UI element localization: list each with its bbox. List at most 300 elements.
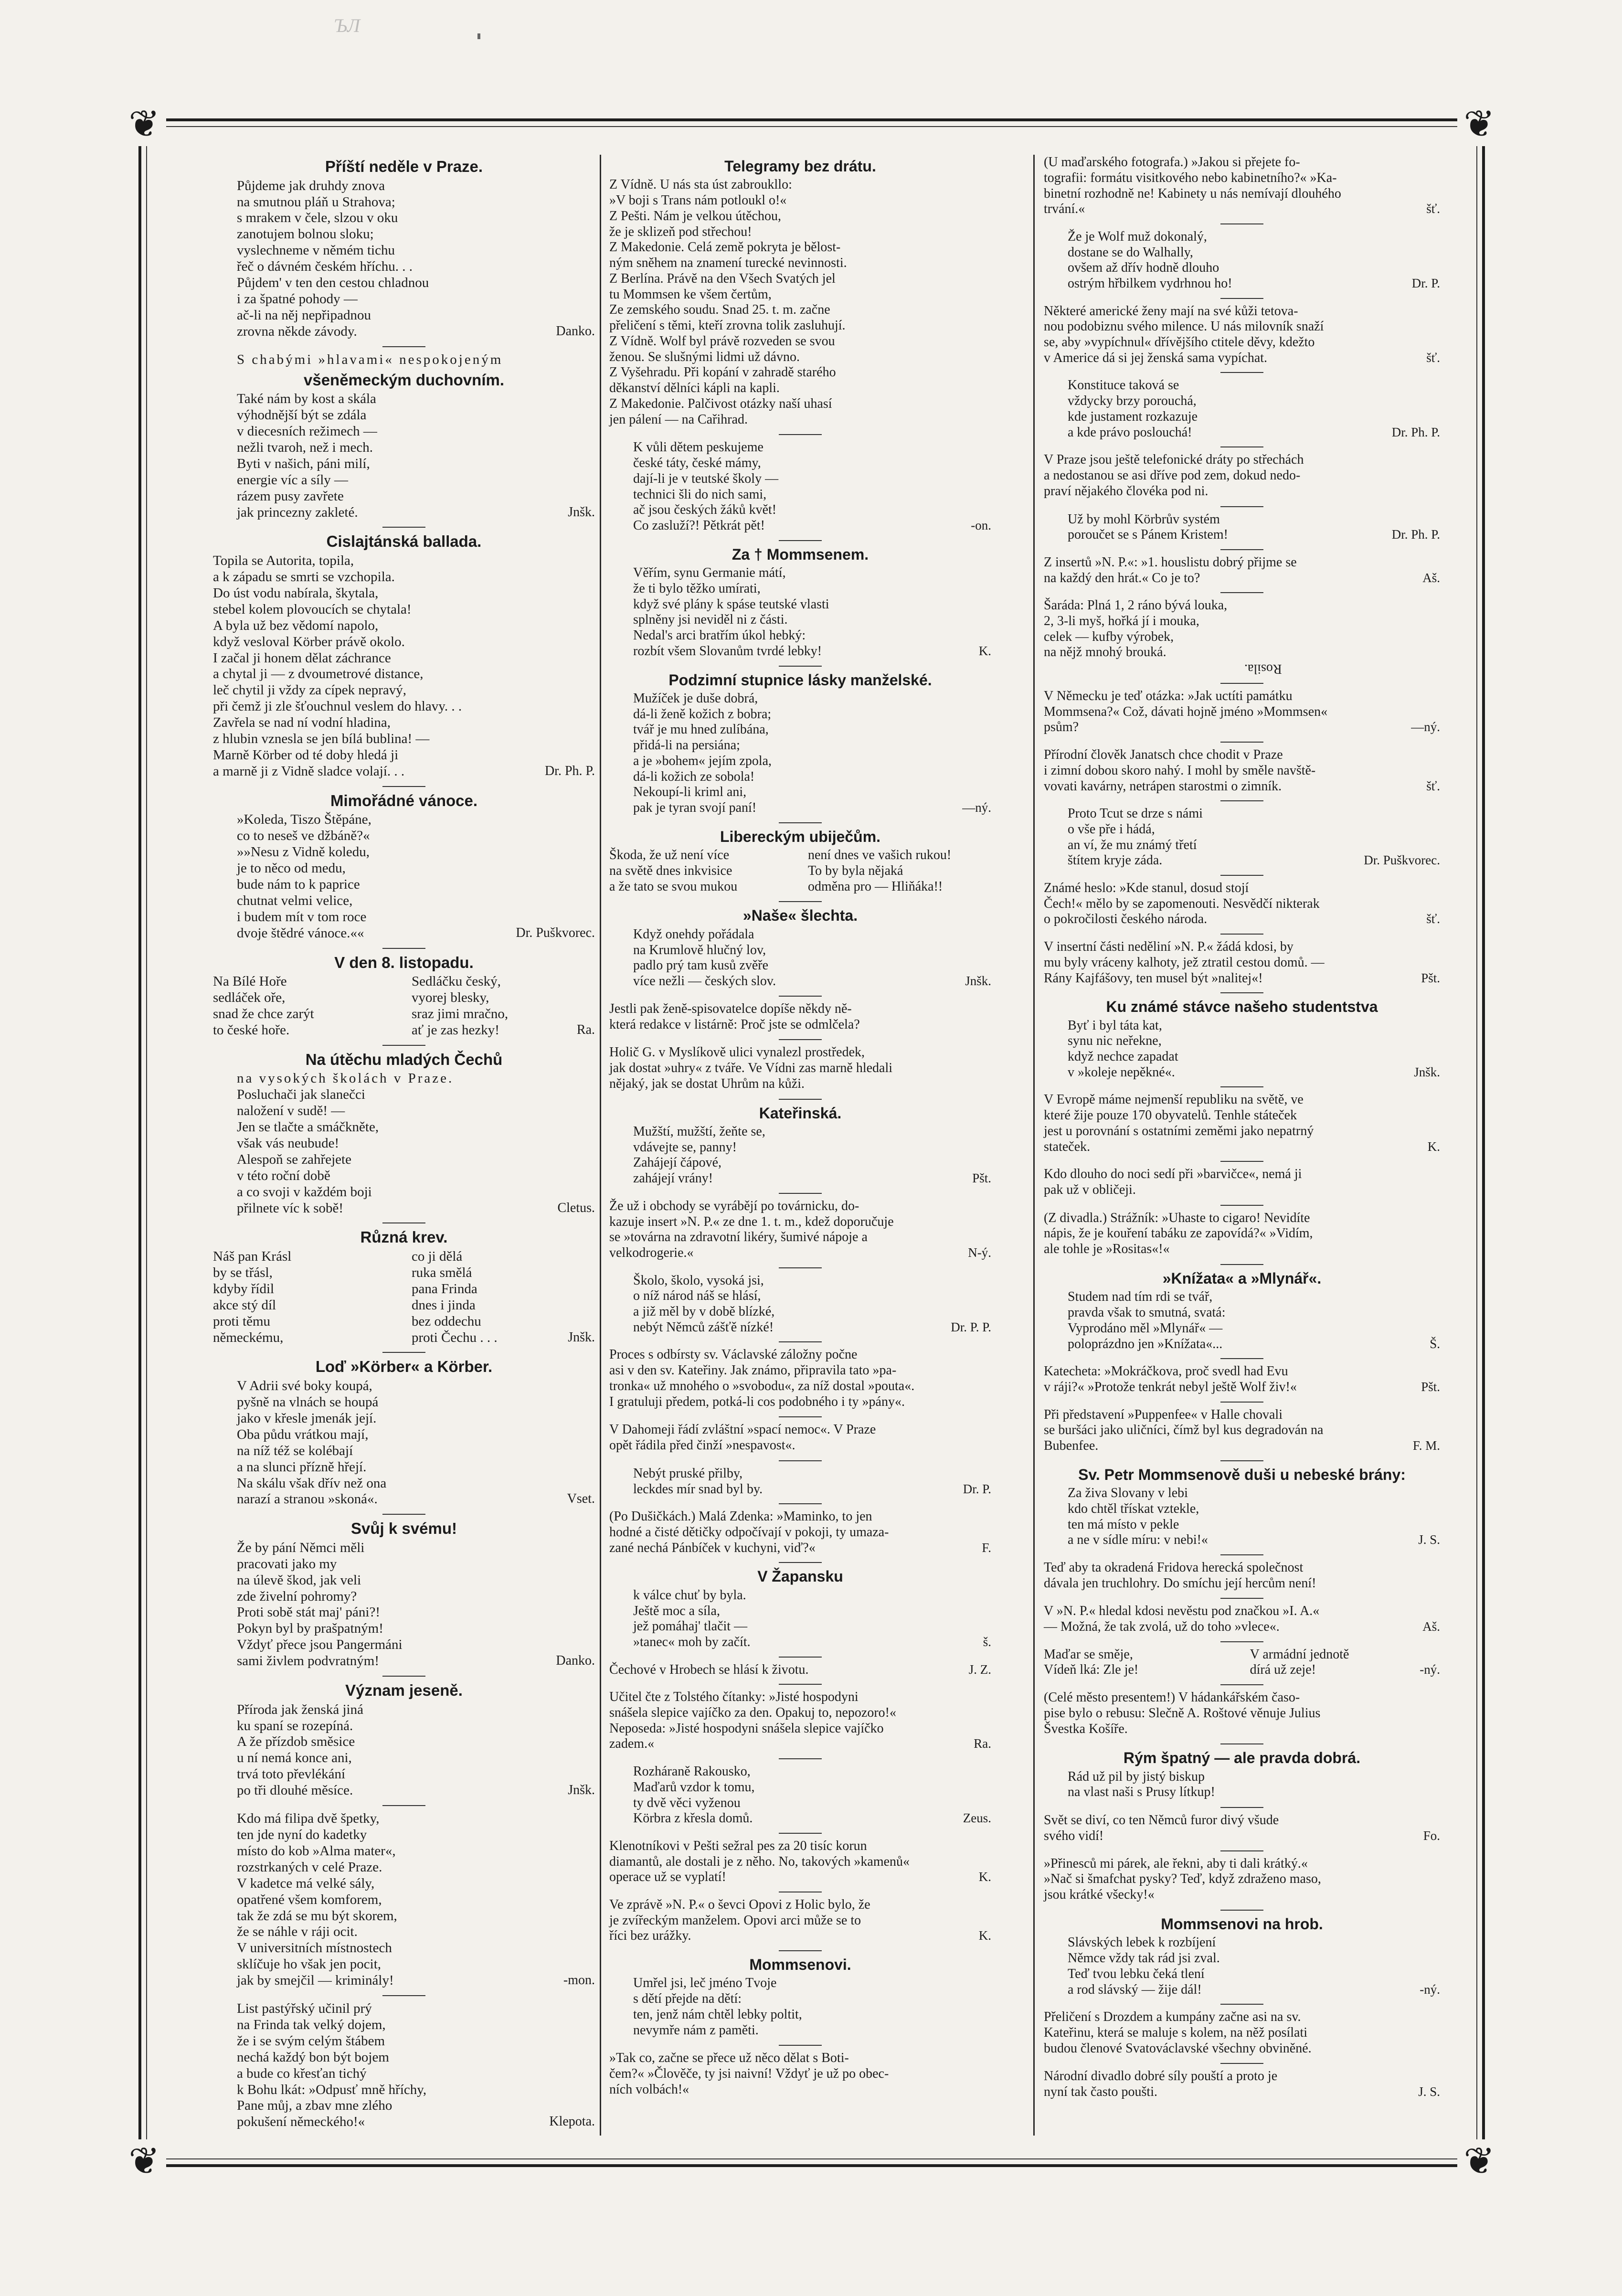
article-line: snášela slepice vajíčko za den. Opakuj to, nepozoro!« (609, 1705, 897, 1720)
article (213, 1228, 595, 1345)
article-line: Čech!« mělo by se zapomenouti. Nesvědčí nikterak (1044, 896, 1320, 911)
separator-rule (1220, 298, 1263, 299)
article-line: svého vidí! (1044, 1828, 1104, 1843)
article-line: Ve zprávě »N. P.« o ševci Opovi z Holic bylo, že (609, 1897, 870, 1912)
article (609, 1045, 991, 1092)
article-line: 2, 3-li myš, hořká jí i mouka, (1044, 613, 1199, 628)
article-signature: K. (978, 643, 991, 658)
article-signature: Zeus. (963, 1811, 991, 1826)
article-line: co ji dělá (412, 1249, 463, 1265)
article-signature: Ra. (974, 1736, 991, 1751)
article-line: dá-li kožich ze sobola! (633, 769, 755, 784)
article-line: čem?« »Člověče, ty jsi naivní! Vždyť je už po obec- (609, 2066, 889, 2082)
article-line: proti Čechu . . . (412, 1329, 498, 1345)
article-line: nežli tvaroh, než i mech. (237, 439, 373, 455)
article-line: Posluchači jak slanečci (237, 1087, 365, 1103)
article-line: jak dostat »uhry« z tváře. Ve Vídni zas marně hledali (609, 1061, 893, 1075)
article-line: Rozháraně Rakousko, (633, 1764, 751, 1779)
article-line: na smutnou pláň u Strahova; (237, 194, 395, 210)
article-signature: Ra. (576, 1022, 595, 1037)
article-line: Náš pan Krásl (213, 1249, 292, 1265)
article-line: Pokyn byl by prašpatným! (237, 1621, 383, 1637)
article-line: Učitel čte z Tolstého čítanky: »Jisté hospodyni (609, 1690, 859, 1705)
article-title: všeněmeckým duchovním. (303, 371, 504, 389)
article-title: »Naše« šlechta. (742, 907, 858, 925)
article-line: sami živlem podvratným! (237, 1653, 379, 1669)
article-signature: —ný. (962, 800, 991, 815)
article-line: Půjdeme jak druhdy znova (237, 178, 385, 193)
article-line: Známé heslo: »Kde stanul, dosud stojí (1044, 880, 1249, 895)
verse-left (609, 848, 793, 894)
article-line: Bubenfee. (1044, 1438, 1099, 1454)
article-title: Za † Mommsenem. (731, 545, 869, 563)
article-line: jak princezny zakleté. (237, 504, 358, 520)
article (609, 671, 991, 816)
article (1044, 939, 1440, 986)
article-line: přeličení s těmi, kteří zrovna tolik zasluhují. (609, 318, 846, 333)
article-title: Loď »Körber« a Körber. (315, 1358, 493, 1376)
article-line: V kadetce má velké sály, (237, 1875, 375, 1891)
article-line: I začal ji honem dělat záchrance (213, 650, 391, 666)
article-line: to české hoře. (213, 1022, 290, 1038)
article-line: trvá toto převlékání (237, 1766, 346, 1782)
article-title: Mommsenovi na hrob. (1161, 1915, 1323, 1933)
article-line: Oba půdu vrátkou mají, (237, 1426, 369, 1442)
article-line: pak je tyran svojí paní! (633, 800, 757, 816)
article-line: velkodrogerie.« (609, 1245, 694, 1261)
article-line: že ti bylo těžko umírati, (633, 581, 761, 596)
article-line: zadem.« (609, 1736, 655, 1752)
article-line: s dětí přejde na dětí: (633, 1991, 742, 2007)
article-line: Proces s odbírsty sv. Václavské záložny počne (609, 1347, 858, 1362)
article (1044, 1813, 1440, 1843)
article (609, 1956, 991, 2038)
article (609, 1347, 991, 1410)
article-title: Sv. Petr Mommsenově duši u nebeské brány: (1078, 1466, 1406, 1483)
article-line: v Americe dá si jej ženská sama vypíchat. (1044, 350, 1268, 365)
article-line: proti těmu (213, 1313, 271, 1329)
article-line: V Dahomeji řádí zvláštní »spací nemoc«. V Praze (609, 1422, 876, 1437)
article-signature: -mon. (563, 1973, 595, 1988)
article-line: zahájejí vrány! (633, 1171, 713, 1186)
article-signature: Dr. Puškvorec. (516, 925, 595, 940)
article-line: co to neseš ve džbáně?« (237, 828, 370, 844)
separator-rule (1220, 446, 1263, 447)
separator-rule (779, 1039, 822, 1040)
article (213, 1811, 595, 1988)
article-line: kdyby řídil (213, 1281, 275, 1297)
article-line: v ráji?« »Protože tenkrát nebyl ještě Wolf živ!« (1044, 1379, 1297, 1394)
article (1044, 998, 1440, 1080)
article-line: Maďar se směje, (1044, 1647, 1133, 1662)
article (609, 1509, 991, 1555)
separator-rule (1220, 1358, 1263, 1359)
article-line: že i se svým celým štábem (237, 2033, 385, 2049)
article-line: Čechové v Hrobech se hlásí k životu. (609, 1662, 809, 1677)
article (213, 532, 595, 779)
article-line: Umřel jsi, leč jméno Tvoje (633, 1976, 777, 1991)
separator-rule (1220, 742, 1263, 743)
separator-rule (1220, 1743, 1263, 1744)
article-line: Kdo má filipa dvě špetky, (237, 1810, 380, 1826)
article-signature: Jnšk. (568, 1329, 595, 1345)
article-line: dírá už zeje! (1250, 1662, 1316, 1678)
separator-rule (382, 527, 425, 528)
article-line: V »N. P.« hledal kdosi nevěstu pod značkou »I. A.« (1044, 1604, 1320, 1619)
article-line: vovati kavárny, netrápen starostmi o zimník. (1044, 778, 1282, 794)
article-signature: J. Z. (968, 1662, 991, 1677)
article-line: Proti sobě stát maj' páni?! (237, 1605, 380, 1620)
article-line: Byť i byl táta kat, (1068, 1018, 1162, 1033)
article-line: Věřím, synu Germanie mátí, (633, 565, 786, 581)
separator-rule (1220, 1460, 1263, 1461)
article-line: v diecesních režimech — (237, 424, 377, 439)
article-line: tografii: formátu visitkového nebo kabinetního?« »Ka- (1044, 170, 1337, 185)
verse-left (213, 974, 396, 1039)
article-line: Že je Wolf muž dokonalý, (1068, 229, 1207, 244)
article-line: Ještě moc a síla, (633, 1603, 720, 1618)
article-line: Z Vídně. Wolf byl právě rozveden se svou (609, 333, 835, 349)
article-line: a kde právo poslouchá! (1068, 425, 1192, 440)
article-signature: Dr. Ph. P. (1391, 425, 1440, 439)
article-line: Z Makedonie. Celá země pokryta je bělost- (609, 240, 841, 255)
article-line: padlo prý tam kusů zvěře (633, 958, 769, 973)
article-line: Zavřela se nad ní vodní hladina, (213, 715, 391, 731)
article-line: kazuje insert »N. P.« ze dne 1. t. m., kdež doporučuje (609, 1214, 894, 1229)
article-line: německému, (213, 1329, 284, 1345)
article-line: v »koleje nepěkné«. (1068, 1064, 1175, 1080)
verse-right (1250, 1647, 1440, 1679)
article-line: Sedláčku český, (412, 974, 501, 989)
article-signature: šť. (1426, 912, 1440, 926)
article-line: z hlubin vznesla se jen bílá bublina! — (213, 731, 430, 747)
article-line: rozstrkaných v celé Praze. (237, 1859, 382, 1875)
article-line: ku spaní se rozepíná. (237, 1718, 353, 1733)
article-line: stateček. (1044, 1139, 1091, 1154)
article (1044, 155, 1440, 217)
article-line: při čemž ji zle šťouchnul veslem do hlavy. . . (213, 699, 462, 714)
article-line: leč chytil ji vždy za cípek nepravý, (213, 682, 407, 698)
article-signature: šť. (1426, 778, 1440, 793)
article-line: přilnete víc k sobě! (237, 1200, 344, 1216)
separator-rule (1220, 1641, 1263, 1642)
column-divider (1033, 155, 1035, 2136)
article-line: Teď tvou lebku čeká tlení (1068, 1966, 1205, 1981)
article-line: Kateřinu, která se maluje s kolem, na něž posílati (1044, 2025, 1308, 2040)
article-line: a bude co křesťan tichý (237, 2065, 367, 2081)
article-line: a na slunci přízně hřejí. (237, 1459, 367, 1475)
sharada-answer: Rosila. (1244, 661, 1282, 676)
article-line: sraz jimi mračno, (412, 1006, 509, 1021)
article-line: rozbít všem Slovanům tvrdé lebky! (633, 643, 822, 659)
article-signature: N-ý. (968, 1245, 991, 1260)
article-line: sedláček oře, (213, 990, 286, 1006)
separator-rule (779, 1758, 822, 1759)
article-title: Význam jeseně. (345, 1681, 463, 1699)
article-line: leckdes mír snad byl by. (633, 1481, 763, 1497)
article (213, 2001, 595, 2130)
article-line: budou členové Svatováclavské všechny obviněné. (1044, 2041, 1312, 2056)
article-line: vždycky brzy porouchá, (1068, 393, 1197, 409)
article (213, 1358, 595, 1507)
article-line: vyslechneme v němém tichu (237, 243, 395, 258)
article-line: celek — kufby výrobek, (1044, 629, 1174, 644)
article-line: Teď aby ta okradená Fridova herecká společnost (1044, 1560, 1304, 1575)
article-line: Na Bílé Hoře (213, 974, 287, 989)
article-signature: Dr. Ph. P. (1391, 527, 1440, 542)
article (1044, 1407, 1440, 1454)
article (1044, 689, 1440, 735)
article-title: Mimořádné vánoce. (330, 791, 478, 809)
article-signature: F. M. (1412, 1438, 1440, 1453)
article (609, 1466, 991, 1497)
article-signature: Aš. (1422, 570, 1440, 585)
article-line: narazí a stranou »skoná«. (237, 1491, 378, 1507)
corner-ornament-icon: ❦ (1457, 102, 1501, 146)
separator-rule (779, 1684, 822, 1685)
separator-rule (1220, 223, 1263, 224)
article-signature: Š. (1430, 1336, 1440, 1351)
article (1044, 555, 1440, 585)
article-line: »Tak co, začne se přece už něco dělat s Boti- (609, 2051, 849, 2066)
article-line: Na skálu však dřív než ona (237, 1475, 387, 1491)
article-signature: Cletus. (557, 1200, 595, 1215)
article-line: energie víc a síly — (237, 472, 349, 488)
article-line: »V boji s Trans nám potloukl o!« (609, 193, 787, 208)
article-line: k válce chuť by byla. (633, 1587, 746, 1603)
article-signature: K. (978, 1928, 991, 1943)
separator-rule (779, 1950, 822, 1951)
article-line: Jen se tlačte a smáčkněte, (237, 1119, 379, 1135)
separator-rule (779, 1341, 822, 1342)
article-line: je to něco od medu, (237, 861, 346, 876)
article-line: na světě dnes inkvisice (609, 863, 732, 878)
separator-rule (1220, 800, 1263, 801)
separator-rule (1220, 1850, 1263, 1851)
article-line: Byti v našich, páni milí, (237, 456, 370, 471)
article-line: že se náhle v ráji ocit. (237, 1924, 358, 1940)
article-line: více nežli — českých slov. (633, 974, 776, 989)
article-signature: Jnšk. (965, 974, 991, 989)
article-line: Také nám by kost a skála (237, 391, 376, 407)
article-line: nechá každý bon být bojem (237, 2049, 389, 2065)
article-signature: J. S. (1418, 2084, 1440, 2099)
article-line: a je »bohem« jejím zpola, (633, 753, 772, 768)
article-line: trvání.« (1044, 202, 1085, 217)
separator-rule (1220, 1598, 1263, 1599)
article (609, 907, 991, 989)
article-line: Svět se diví, co ten Němců furor divý všude (1044, 1813, 1279, 1828)
article (1044, 1749, 1440, 1800)
article-signature: Jnšk. (568, 1783, 595, 1798)
article-line: V Adrii své boky koupá, (237, 1378, 372, 1393)
page-frame (128, 103, 1495, 2182)
separator-rule (382, 948, 425, 949)
article-line: I gratuluji předem, potká-li cos podobného i ty »pány«. (609, 1394, 905, 1409)
article-line: akce stý díl (213, 1297, 276, 1313)
separator-rule (1220, 1807, 1263, 1808)
article-line: pise bylo o rebusu: Slečně A. Roštové věnuje Julius (1044, 1705, 1321, 1721)
separator-rule (1220, 1402, 1263, 1403)
corner-ornament-icon: ❦ (122, 2139, 166, 2183)
ink-mark (477, 33, 480, 39)
article-line: Mužští, mužští, žeňte se, (633, 1124, 765, 1139)
article-line: a k západu se smrti se vzchopila. (213, 569, 395, 585)
article-title: Svůj k svému! (351, 1520, 457, 1538)
article (609, 1199, 991, 1261)
article-line: (Po Dušičkách.) Malá Zdenka: »Maminko, to jen (609, 1509, 872, 1524)
article-line: »»Nesu z Vidně koledu, (237, 844, 370, 860)
article-signature: F. (982, 1540, 991, 1555)
article-line: List pastýřský učinil prý (237, 2000, 372, 2016)
article (213, 1681, 595, 1798)
article-line: Přeličení s Drozdem a kumpány začne asi na sv. (1044, 2009, 1301, 2025)
article-line: děkanství dělníci kápli na kapli. (609, 381, 780, 396)
article-line: by se třásl, (213, 1265, 273, 1280)
corner-ornament-icon: ❦ (1457, 2139, 1501, 2183)
article (1044, 747, 1440, 794)
article-line: jež pomáhaj' tlačit — (633, 1619, 748, 1634)
article-line: A byla už bez vědomí napolo, (213, 617, 379, 633)
article-line: říci bez urážky. (609, 1928, 691, 1944)
article-line: K vůli dětem peskujeme (633, 440, 763, 455)
article-line: Že už i obchody se vyrábějí po továrnicku, do- (609, 1198, 859, 1213)
article-line: Školo, školo, vysoká jsi, (633, 1273, 764, 1288)
separator-rule (779, 1562, 822, 1563)
article-signature: Pšt. (1421, 1379, 1440, 1394)
article-line: zané nechá Pánbíček v kuchyni, viď?« (609, 1540, 816, 1555)
separator-rule (779, 666, 822, 667)
article-line: nyní tak často poušti. (1044, 2084, 1157, 2100)
article-line: Katecheta: »Mokráčkova, proč svedl had Evu (1044, 1364, 1288, 1379)
article-line: však vás neubude! (237, 1135, 339, 1151)
article-line: To by byla nějaká (808, 863, 903, 878)
article-line: Mommsena?« Což, dávati hojně jméno »Mommsen« (1044, 704, 1328, 719)
article-line: hodné a čisté dětičky odpočívají v pokoji, ty umaza- (609, 1525, 889, 1540)
article-line: Proto Tcut se drze s námi (1068, 806, 1203, 821)
article-line: Topila se Autorita, topila, (213, 553, 354, 568)
article-line: řeč o dávném českém hříchu. . . (237, 259, 413, 275)
article-line: Přírodní člověk Janatsch chce chodit v Praze (1044, 747, 1283, 763)
article-line: sklíčuje ho však jen pocit, (237, 1956, 382, 1972)
separator-rule (1220, 1205, 1263, 1206)
article (609, 1273, 991, 1335)
article-line: ač-li na něj nepřipadnou (237, 307, 371, 323)
article-line: vyorej blesky, (412, 990, 489, 1006)
article-line: »Koleda, Tiszo Štěpáne, (237, 812, 371, 828)
article-title: Rým špatný — ale pravda dobrá. (1123, 1749, 1361, 1767)
article (213, 954, 595, 1038)
article-line: odměna pro — Hliňáka!! (808, 879, 943, 894)
article-line: Studem nad tím rdi se tvář, (1068, 1289, 1213, 1305)
article (1044, 1092, 1440, 1154)
article-line: Slávských lebek k rozbíjení (1068, 1935, 1216, 1950)
handwritten-mark: ЪЛ (334, 15, 360, 36)
article (609, 1897, 991, 1944)
article-line: ten má místo v pekle (1068, 1517, 1179, 1532)
article-signature: K. (978, 1870, 991, 1884)
verse-left (213, 1249, 396, 1346)
article-line: o níž národ náš se hlásí, (633, 1288, 761, 1304)
article-line: Alespoň se zahřejete (237, 1151, 351, 1167)
article-line: dvoje štědré vánoce.«« (237, 925, 364, 941)
article-signature: K. (1427, 1139, 1440, 1154)
article-line: Vídeň lká: Zle je! (1044, 1662, 1139, 1678)
separator-rule (1220, 592, 1263, 593)
article (1044, 378, 1440, 440)
article-line: naložení v sudě! — (237, 1103, 345, 1119)
article-signature: Fo. (1423, 1828, 1440, 1843)
article-line: zanotujem bolnou sloku; (237, 226, 374, 242)
separator-rule (1220, 1264, 1263, 1265)
article-line: a chytal ji — z dvoumetrové distance, (213, 666, 424, 682)
separator-rule (382, 1352, 425, 1353)
article-line: se buršáci jako uličníci, čímž byl kus degradován na (1044, 1423, 1324, 1438)
article-line: jen pálení — na Cařihrad. (609, 412, 748, 427)
article-line: Když onehdy pořádala (633, 926, 754, 942)
article-line: dají-li je v teutské školy — (633, 471, 779, 486)
separator-rule (779, 996, 822, 997)
separator-rule (1220, 2063, 1263, 2064)
article-line: opět řádila před činží »nespavost«. (609, 1438, 795, 1453)
separator-rule (779, 901, 822, 902)
separator-rule (382, 1995, 425, 1996)
article (609, 1764, 991, 1826)
article-signature: šť. (1426, 202, 1440, 216)
article-line: Z insertů »N. P.«: »1. houslistu dobrý přijme se (1044, 554, 1297, 570)
article-line: zde živelní pohromy? (237, 1588, 357, 1604)
article-line: diamantů, ale dostali je z něho. No, takových »kamenů« (609, 1854, 910, 1869)
article-title: Mommsenovi. (749, 1956, 851, 1973)
verse-right (412, 974, 595, 1039)
article-line: (U maďarského fotografa.) »Jakou si přejete fo- (1044, 155, 1300, 170)
article (1044, 1604, 1440, 1634)
article-line: vdávejte se, panny! (633, 1139, 737, 1155)
article-title: V Žapansku (757, 1568, 843, 1585)
article-line: jest u porovnání s ostatními zeměmi jako nepatrný (1044, 1123, 1314, 1138)
article-signature: šť. (1426, 350, 1440, 365)
separator-rule (1220, 1086, 1263, 1087)
article-line: Nedal's arci bratřím úkol hebký: (633, 628, 806, 643)
article-line: na Krumlově hlučný lov, (633, 942, 766, 957)
corner-ornament-icon: ❦ (122, 102, 166, 146)
article-title: Podzimní stupnice lásky manželské. (668, 671, 932, 689)
article-line: se »továrna na zdravotní likéry, šumivé nápoje a (609, 1230, 868, 1245)
article-line: ních volbách!« (609, 2082, 689, 2097)
article-line: Že by pání Němci měli (237, 1540, 365, 1555)
article-line: an ví, že mu známý třetí (1068, 837, 1197, 852)
article (609, 1690, 991, 1752)
article-line: V armádní jednotě (1250, 1647, 1349, 1662)
article-line: ným sněhem na znamení turecké nevinnosti. (609, 255, 847, 271)
article-line: Nebýt pruské přilby, (633, 1466, 743, 1481)
article-line: ať je zas hezky! (412, 1022, 499, 1038)
article-line: (Z divadla.) Strážník: »Uhaste to cigaro! Nevidíte (1044, 1210, 1310, 1225)
separator-rule (1220, 934, 1263, 935)
article-line: když vesloval Körber právě okolo. (213, 634, 405, 649)
article-title: Příští neděle v Praze. (325, 158, 483, 175)
article-line: a marně ji z Vidně sladce volají. . . (213, 763, 405, 779)
article-line: tu Mommsen ke všem čertům, (609, 287, 772, 302)
article (609, 1839, 991, 1885)
article-line: nebýt Němců zášťě nízké! (633, 1319, 774, 1335)
separator-rule (779, 1267, 822, 1268)
article-line: V universitních místnostech (237, 1940, 392, 1956)
article-line: na úlevě škod, jak veli (237, 1572, 361, 1588)
article-line: Marně Körber od té doby hledá ji (213, 747, 399, 763)
article-line: Kdo dlouho do noci sedí při »barvičce«, nemá ji (1044, 1167, 1302, 1182)
article (609, 2051, 991, 2097)
